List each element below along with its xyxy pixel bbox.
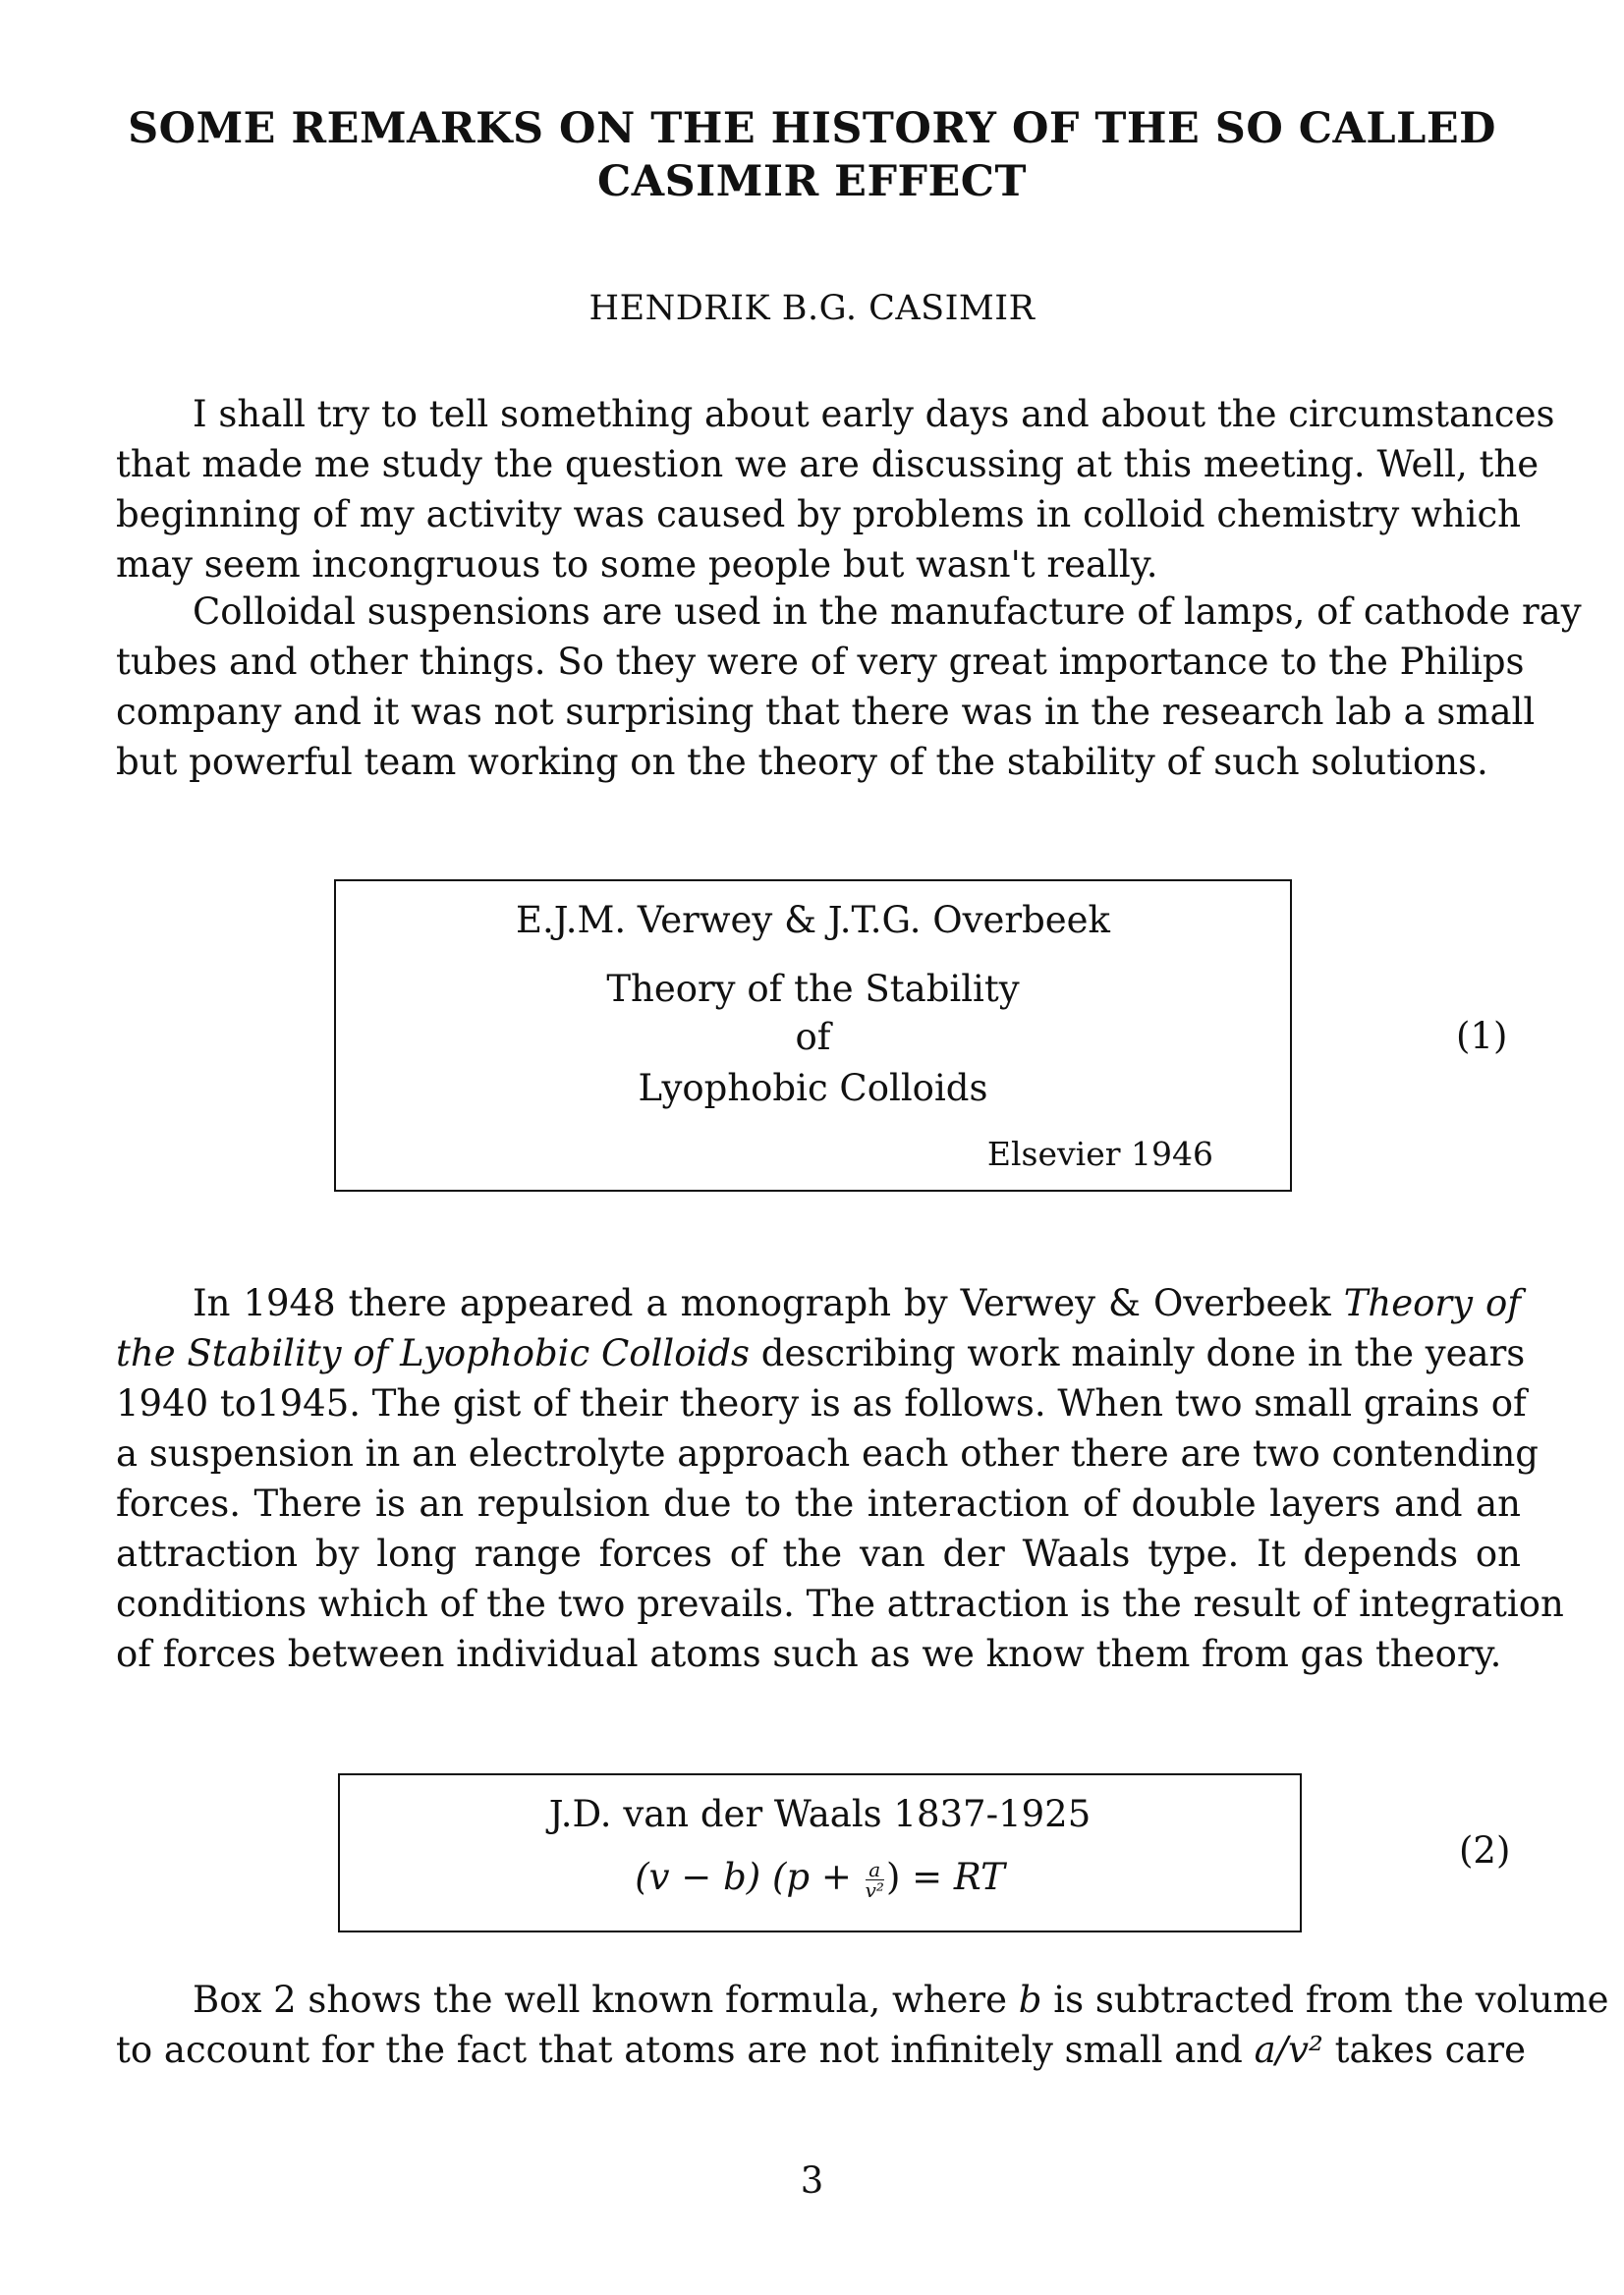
box1-number: (1)	[1456, 1015, 1508, 1057]
paragraph-3	[116, 1278, 1564, 1679]
paragraph-line: Colloidal suspensions are used in the manufacture of lamps, of cathode ray	[193, 590, 1582, 633]
eq-left: (v − b)	[635, 1856, 761, 1898]
paragraph-line: forces. There is an repulsion due to the interaction of double layers and an	[116, 1483, 1521, 1525]
paragraph-line	[116, 1328, 1526, 1378]
paragraph-line: tubes and other things. So they were of very great importance to the Philips	[116, 641, 1525, 683]
page-number: 3	[800, 2159, 824, 2202]
paragraph-line: attraction by long range forces of the van der Waals type. It depends on	[116, 1533, 1521, 1575]
expression-a-over-v2: a/v²	[1254, 2029, 1323, 2071]
box2-number: (2)	[1459, 1829, 1511, 1872]
box1-title-line-2: of	[795, 1016, 831, 1058]
page-title-line-1: SOME REMARKS ON THE HISTORY OF THE SO CALLED	[128, 104, 1496, 153]
italic-run: Theory of	[1343, 1282, 1521, 1324]
paragraph-line: may seem incongruous to some people but wasn't really.	[116, 543, 1158, 586]
paragraph-line: that made me study the question we are discussing at this meeting. Well, the	[116, 443, 1540, 485]
paragraph-4	[116, 1975, 1609, 2075]
paragraph-line: I shall try to tell something about early days and about the circumstances	[193, 393, 1555, 435]
eq-frac-denominator: v²	[865, 1878, 884, 1902]
paragraph-1	[116, 389, 1555, 589]
paragraph-line: of forces between individual atoms such as we know them from gas theory.	[116, 1633, 1502, 1675]
author: HENDRIK B.G. CASIMIR	[588, 289, 1036, 328]
paragraph-line: company and it was not surprising that there was in the research lab a small	[116, 691, 1536, 733]
box1-title-line-3: Lyophobic Colloids	[638, 1067, 988, 1109]
eq-fraction	[866, 1860, 884, 1900]
text-run: Box 2 shows the well known formula, where	[193, 1979, 1008, 2021]
paragraph-line: conditions which of the two prevails. The attraction is the result of integration	[116, 1583, 1564, 1625]
paragraph-line	[116, 1975, 1609, 2025]
text-run: to account for the fact that atoms are not infinitely small and	[116, 2029, 1243, 2071]
eq-close: )	[885, 1856, 901, 1898]
text-run: is subtracted from the volume	[1053, 1979, 1609, 2021]
eq-open: (p +	[771, 1856, 864, 1898]
variable-b: b	[1018, 1979, 1042, 2021]
eq-right: = RT	[912, 1856, 1005, 1898]
reference-box-1	[334, 879, 1292, 1192]
italic-run: the Stability of Lyophobic Colloids	[116, 1332, 751, 1374]
eq-frac-numerator: a	[866, 1860, 884, 1880]
paragraph-2	[116, 587, 1582, 787]
paragraph-line	[116, 1278, 1521, 1328]
paragraph-line: but powerful team working on the theory of the stability of such solutions.	[116, 741, 1488, 783]
text-run: In 1948 there appeared a monograph by Verwey & Overbeek	[193, 1282, 1331, 1324]
box1-title-line-1: Theory of the Stability	[606, 968, 1020, 1010]
formula-box-2	[338, 1773, 1302, 1932]
paragraph-line: 1940 to1945. The gist of their theory is as follows. When two small grains of	[116, 1382, 1527, 1425]
text-run: takes care	[1334, 2029, 1526, 2071]
text-run: describing work mainly done in the years	[760, 1332, 1526, 1374]
box1-authors: E.J.M. Verwey & J.T.G. Overbeek	[516, 899, 1110, 941]
page-title-line-2: CASIMIR EFFECT	[597, 157, 1027, 206]
box1-publisher: Elsevier 1946	[986, 1135, 1213, 1173]
paragraph-line: a suspension in an electrolyte approach each other there are two contending	[116, 1432, 1539, 1475]
paragraph-line	[116, 2025, 1526, 2075]
box2-heading: J.D. van der Waals 1837-1925	[548, 1793, 1092, 1835]
van-der-waals-equation	[340, 1856, 1300, 1900]
paragraph-line: beginning of my activity was caused by problems in colloid chemistry which	[116, 493, 1521, 535]
